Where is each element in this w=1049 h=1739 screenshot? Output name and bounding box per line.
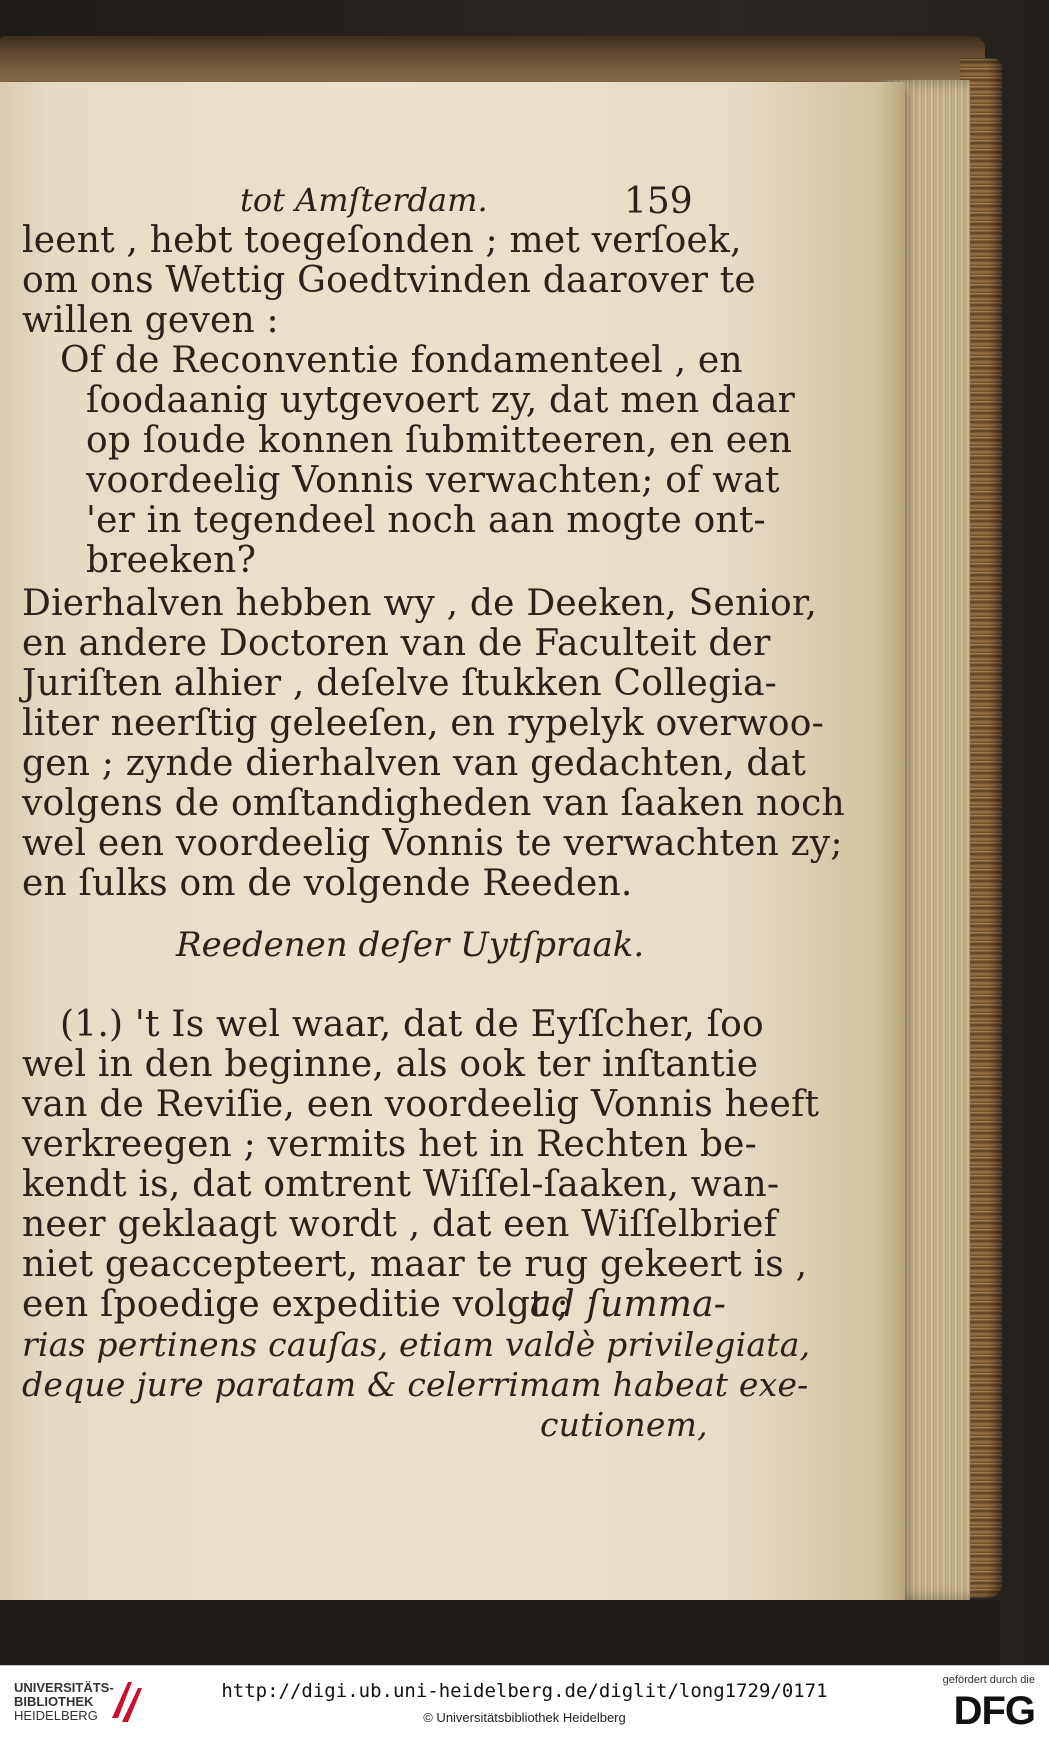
library-name-line: HEIDELBERG [14,1708,98,1723]
text-line: willen geven : [22,300,279,341]
text-line: breeken? [86,540,257,581]
text-line: volgens de omſtandigheden van ſaaken noch [22,783,845,824]
text-line: wel een voordeelig Vonnis te verwachten zy; [22,823,843,864]
text-line: voordeelig Vonnis verwachten; of wat [86,460,780,501]
book-top-board [0,36,985,88]
latin-fragment: ad ſumma- [530,1284,727,1325]
text-line: liter neerſtig geleeſen, en rypelyk overwoo- [22,703,825,744]
permalink-url[interactable]: http://digi.ub.uni-heidelberg.de/diglit/long1729/0171 [221,1680,828,1702]
library-name-line: UNIVERSITÄTS- [14,1680,114,1695]
text-line: en ſulks om de volgende Reeden. [22,863,633,904]
catchword: cutionem, [540,1405,708,1444]
text-line: Juriſten alhier , deſelve ſtukken Collegia- [22,663,778,704]
copyright-notice: © Universitätsbibliothek Heidelberg [423,1710,626,1725]
text-line: niet geaccepteert, maar te rug gekeert is , [22,1244,808,1285]
text-line: om ons Wettig Goedtvinden daarover te [22,260,756,301]
text-line: 'er in tegendeel noch aan mogte ont- [86,500,766,541]
text-line: van de Reviſie, een voordeelig Vonnis heeft [22,1084,820,1125]
text-line: en andere Doctoren van de Faculteit der [22,623,771,664]
running-head: tot Amſterdam. [240,181,488,219]
funder-note: gefördert durch die [942,1674,1035,1686]
text-line: leent , hebt toegeſonden ; met verſoek, [22,220,742,261]
text-line: verkreegen ; vermits het in Rechten be- [22,1124,757,1165]
text-line: wel in den beginne, als ook ter inſtantie [22,1044,759,1085]
text-line: gen ; zynde dierhalven van gedachten, dat [22,743,806,784]
viewer-footer [0,1665,1049,1739]
text-line: op ſoude konnen ſubmitteeren, en een [86,420,793,461]
text-line: (1.) 't Is wel waar, dat de Eyſſcher, ſoo [60,1004,764,1045]
latin-line: rias pertinens cauſas, etiam valdè privilegiata, [22,1325,811,1364]
section-heading: Reedenen deſer Uytſpraak. [176,925,645,965]
text-line: Of de Reconventie fondamenteel , en [60,340,743,381]
text-line: kendt is, dat omtrent Wiſſel-ſaaken, wan- [22,1164,780,1205]
text-line: een ſpoedige expeditie volgt ; [22,1284,569,1325]
funder-logo: DFG [953,1689,1035,1733]
page-number: 159 [624,181,693,222]
text-line: neer geklaagt wordt , dat een Wiſſelbrief [22,1204,778,1245]
scan-bottom-shadow [0,1600,1000,1665]
library-name-line: BIBLIOTHEK [14,1694,94,1709]
text-line: ſoodaanig uytgevoert zy, dat men daar [86,380,796,421]
text-line: Dierhalven hebben wy , de Deeken, Senior, [22,583,818,624]
latin-line: deque jure paratam & celerrimam habeat exe- [22,1365,809,1404]
